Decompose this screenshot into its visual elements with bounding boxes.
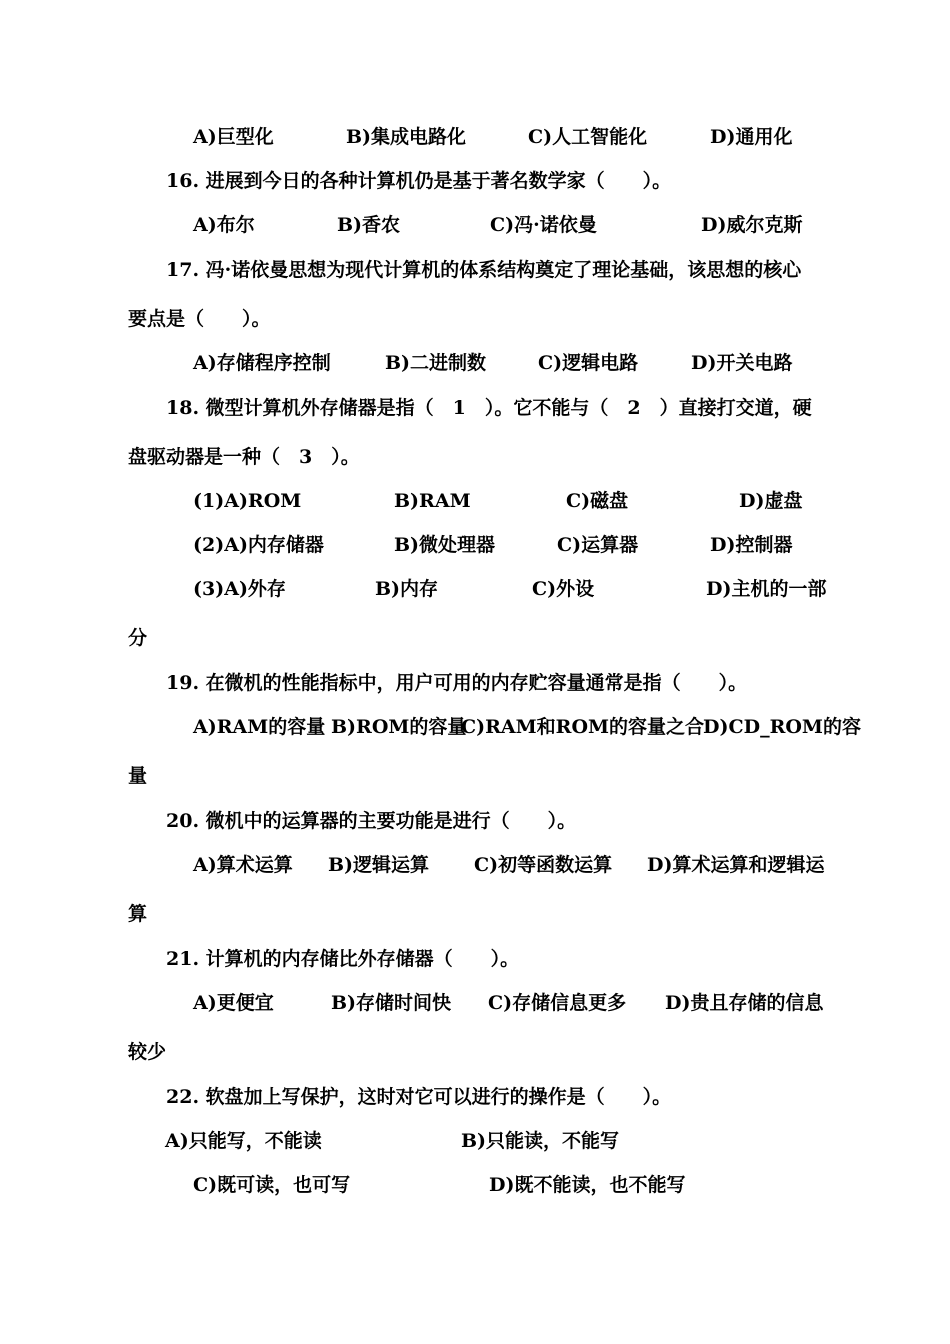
q18-g3-option-d-wrap: 分: [128, 627, 148, 649]
q18-g2-option-b: B)微处理器: [394, 534, 496, 556]
q19-option-d: D)CD_ROM的容: [703, 716, 861, 738]
q15-option-d: D)通用化: [710, 126, 793, 148]
q17-question-line2: 要点是（ ）。: [128, 308, 271, 330]
q15-option-a: A)巨型化: [193, 126, 274, 148]
q22-option-b: B)只能读，不能写: [461, 1130, 620, 1152]
q22-option-c: C)既可读，也可写: [193, 1174, 351, 1196]
q15-option-c: C)人工智能化: [528, 126, 648, 148]
q16-option-c: C)冯·诺依曼: [490, 214, 597, 236]
q18-g2-option-d: D)控制器: [710, 534, 793, 556]
q21-option-b: B)存储时间快: [331, 992, 452, 1014]
q22-option-a: A)只能写，不能读: [165, 1130, 322, 1152]
q21-option-c: C)存储信息更多: [488, 992, 627, 1014]
q18-question-line2: 盘驱动器是一种（ 3 ）。: [128, 446, 360, 468]
q18-g1-option-a: (1)A)ROM: [193, 490, 302, 512]
q18-g3-option-c: C)外设: [532, 578, 595, 600]
q20-question: 20. 微机中的运算器的主要功能是进行（ ）。: [166, 810, 577, 832]
q19-option-c: C)RAM和ROM的容量之合: [461, 716, 705, 738]
q18-g2-option-a: (2)A)内存储器: [193, 534, 324, 556]
q21-question: 21. 计算机的内存储比外存储器（ ）。: [166, 948, 520, 970]
q16-option-d: D)威尔克斯: [701, 214, 803, 236]
q20-option-c: C)初等函数运算: [474, 854, 613, 876]
q21-option-d: D)贵且存储的信息: [665, 992, 824, 1014]
q17-option-d: D)开关电路: [691, 352, 793, 374]
q15-option-b: B)集成电路化: [346, 126, 467, 148]
q19-option-d-wrap: 量: [128, 765, 148, 787]
q22-option-d: D)既不能读，也不能写: [489, 1174, 686, 1196]
q16-option-b: B)香农: [337, 214, 401, 236]
q17-option-c: C)逻辑电路: [538, 352, 639, 374]
q20-option-a: A)算术运算: [193, 854, 293, 876]
q17-option-b: B)二进制数: [385, 352, 487, 374]
q16-question: 16. 进展到今日的各种计算机仍是基于著名数学家（ ）。: [166, 170, 672, 192]
q22-question: 22. 软盘加上写保护，这时对它可以进行的操作是（ ）。: [166, 1086, 672, 1108]
q18-g3-option-b: B)内存: [375, 578, 439, 600]
q20-option-d-wrap: 算: [128, 903, 148, 925]
q19-option-a: A)RAM的容量: [193, 716, 326, 738]
q18-question-line1: 18. 微型计算机外存储器是指（ 1 ）。它不能与（ 2 ）直接打交道，硬: [166, 397, 812, 419]
q18-g1-option-d: D)虚盘: [739, 490, 803, 512]
q18-g3-option-d: D)主机的一部: [706, 578, 827, 600]
q19-option-b: B)ROM的容量: [331, 716, 467, 738]
q20-option-b: B)逻辑运算: [328, 854, 430, 876]
q16-option-a: A)布尔: [193, 214, 255, 236]
q19-question: 19. 在微机的性能指标中，用户可用的内存贮容量通常是指（ ）。: [166, 672, 748, 694]
q18-g2-option-c: C)运算器: [557, 534, 639, 556]
q18-g1-option-c: C)磁盘: [566, 490, 629, 512]
q17-option-a: A)存储程序控制: [193, 352, 331, 374]
q18-g3-option-a: (3)A)外存: [193, 578, 286, 600]
q18-g1-option-b: B)RAM: [394, 490, 471, 512]
q21-option-a: A)更便宜: [193, 992, 274, 1014]
q21-option-d-wrap: 较少: [128, 1041, 167, 1063]
q17-question-line1: 17. 冯·诺依曼思想为现代计算机的体系结构奠定了理论基础，该思想的核心: [166, 259, 802, 281]
q20-option-d: D)算术运算和逻辑运: [647, 854, 825, 876]
